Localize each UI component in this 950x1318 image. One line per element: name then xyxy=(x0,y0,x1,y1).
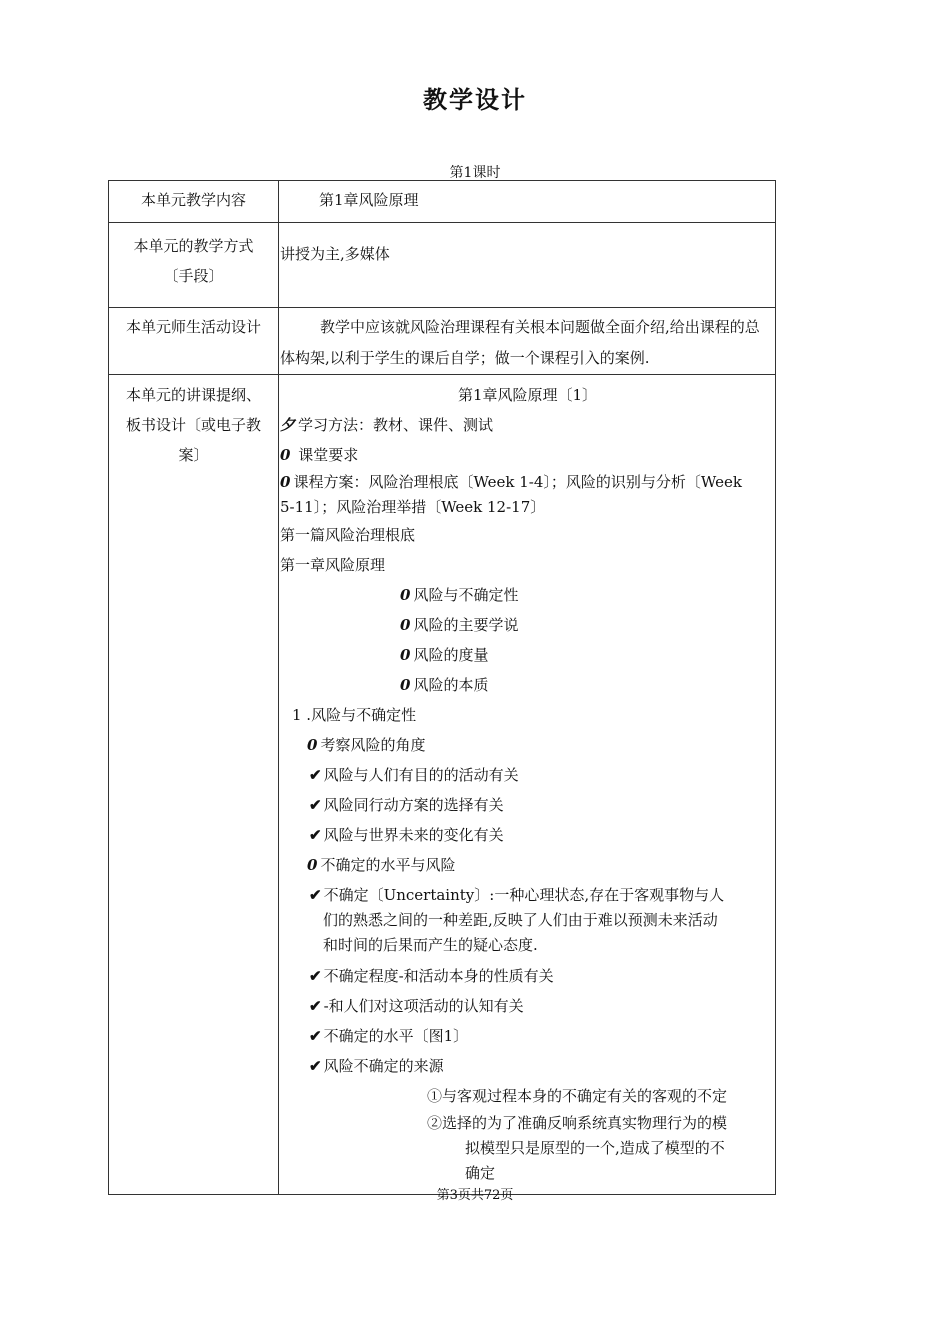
label-line: 本单元的讲课提纲、 xyxy=(125,386,261,404)
label-line: 本单元的教学方式 xyxy=(133,237,254,255)
check-icon: ✔ xyxy=(309,766,322,784)
bullet-icon: 0 xyxy=(400,676,411,694)
check-icon: ✔ xyxy=(309,826,322,844)
check-icon: ✔ xyxy=(309,1027,322,1045)
check-item: ✔ -和人们对这项活动的认知有关 xyxy=(309,997,524,1015)
row-label-content: 本单元教学内容 xyxy=(109,181,279,223)
check-icon: ✔ xyxy=(309,967,322,985)
row-value-activity: 教学中应该就风险治理课程有关根本问题做全面介绍,给出课程的总体构架,以利于学生的课后自学；做一个课程引入的案例. xyxy=(279,308,776,375)
session-label: 第1课时 xyxy=(449,165,501,181)
check-item: ✔ 风险不确定的来源 xyxy=(309,1057,444,1075)
row-label-outline xyxy=(109,375,279,1195)
outline-heading: 第1章风险原理〔1〕 xyxy=(457,386,598,404)
check-icon: ✔ xyxy=(309,886,322,904)
source-item: ①与客观过程本身的不确定有关的客观的不定 xyxy=(427,1087,728,1105)
bullet-icon: 0 xyxy=(400,646,411,664)
check-icon: ✔ xyxy=(309,1057,322,1075)
section-item: 0 风险的本质 xyxy=(400,676,489,694)
bullet-icon: 0 xyxy=(307,736,318,754)
study-icon: 夕 xyxy=(280,416,296,434)
table-row xyxy=(109,308,776,375)
outline-level: 0 不确定的水平与风险 xyxy=(307,856,456,874)
row-label-method xyxy=(109,223,279,308)
lesson-table xyxy=(108,180,776,1195)
check-item: ✔ 不确定的水平〔图1〕 xyxy=(309,1027,469,1045)
section-item: 0 风险与不确定性 xyxy=(400,586,519,604)
check-item: ✔ 风险与世界未来的变化有关 xyxy=(309,826,504,844)
row-label-activity: 本单元师生活动设计 xyxy=(109,308,279,375)
section-item: 0 风险的主要学说 xyxy=(400,616,519,634)
source-item: ②选择的为了准确反响系统真实物理行为的模 拟模型只是原型的一个,造成了模型的不 确定 xyxy=(427,1114,728,1182)
check-icon: ✔ xyxy=(309,796,322,814)
page-footer: 第3页共72页 xyxy=(436,1188,514,1203)
row-value-content: 第1章风险原理 xyxy=(279,181,776,223)
outline-requirement: 0 课堂要求 xyxy=(280,446,359,464)
page-title: 教学设计 xyxy=(423,86,527,114)
definition-item: ✔ 不确定〔Uncertainty〕:一种心理状态,存在于客观事物与人 们的熟悉之间的一种差距,反映了人们由于难以预测未来活动 和时间的后果而产生的疑心态度. xyxy=(309,886,725,954)
section-item: 0 风险的度量 xyxy=(400,646,489,664)
check-item: ✔ 风险与人们有目的的活动有关 xyxy=(309,766,519,784)
check-item: ✔ 不确定程度-和活动本身的性质有关 xyxy=(309,967,554,985)
table-row xyxy=(109,223,776,308)
bullet-icon: 0 xyxy=(400,616,411,634)
row-value-method: 讲授为主,多媒体 xyxy=(279,223,776,308)
outline-angle: 0 考察风险的角度 xyxy=(307,736,426,754)
check-icon: ✔ xyxy=(309,997,322,1015)
row-value-outline xyxy=(279,375,776,1195)
table-row xyxy=(109,181,776,223)
numbered-heading: 1 .风险与不确定性 xyxy=(292,706,417,724)
label-line: 案〕 xyxy=(178,446,209,464)
bullet-icon: 0 xyxy=(400,586,411,604)
label-line: 〔手段〕 xyxy=(163,267,224,285)
bullet-icon: 0 xyxy=(280,473,291,491)
label-line: 板书设计〔或电子教 xyxy=(125,416,261,434)
outline-study: 夕 学习方法：教材、课件、测试 xyxy=(280,416,494,434)
bullet-icon: 0 xyxy=(280,446,291,464)
outline-plan: 0 课程方案：风险治理根底〔Week 1-4〕；风险的识别与分析〔Week 5-11〕；风险治理举措〔Week 12-17〕 xyxy=(280,473,742,516)
outline-chapter: 第一章风险原理 xyxy=(280,556,386,574)
table-row xyxy=(109,375,776,1195)
check-item: ✔ 风险同行动方案的选择有关 xyxy=(309,796,504,814)
outline-part: 第一篇风险治理根底 xyxy=(280,526,416,544)
bullet-icon: 0 xyxy=(307,856,318,874)
